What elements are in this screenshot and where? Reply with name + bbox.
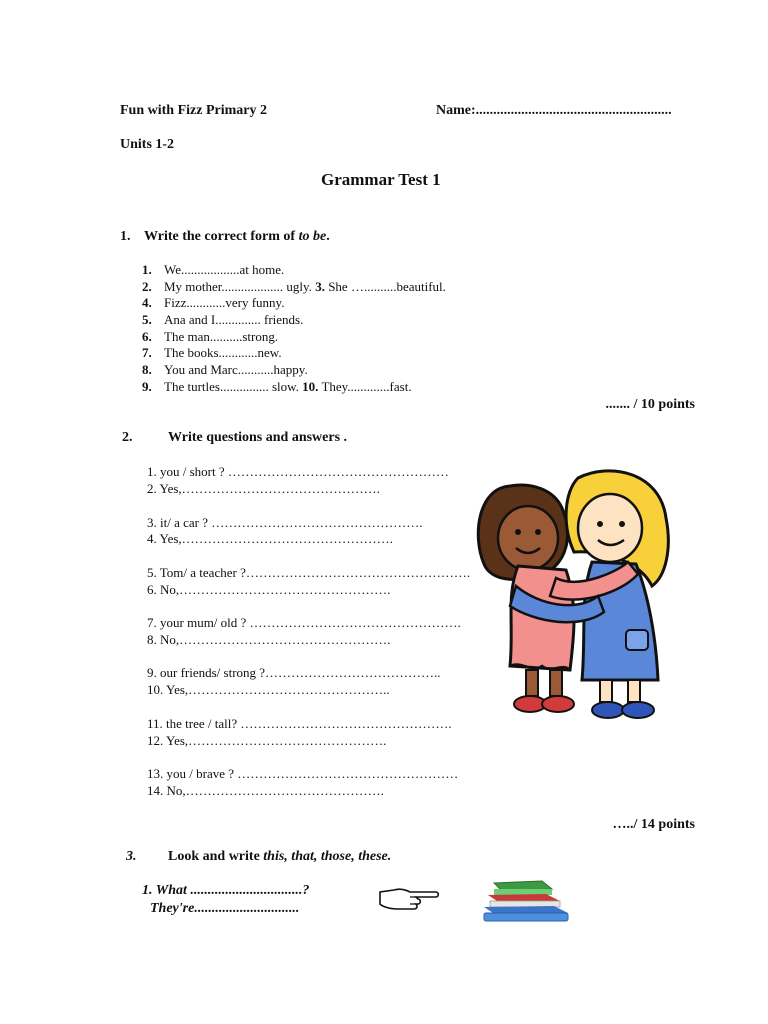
section1-instruction: Write the correct form of — [144, 229, 296, 244]
s2-item: 11. the tree / tall? …………………………………………. — [147, 716, 452, 731]
s2-item: 7. your mum/ old ? …………………………………………. — [147, 615, 461, 630]
s2-item: 9. our friends/ strong ?………………………………….. — [147, 665, 441, 680]
s1-item — [142, 379, 412, 395]
s1-text: We..................at home. — [164, 262, 285, 277]
s1-num: 1. — [142, 262, 152, 277]
s1-item — [142, 312, 303, 328]
s2-item: 10. Yes,……………………………………….. — [147, 682, 390, 697]
s1-text: My mother................... ugly. — [164, 279, 312, 294]
books-stack-icon — [480, 879, 570, 925]
s2-item: 3. it/ a car ? …………………………………………. — [147, 515, 423, 530]
section3-question: 1. What ................................? — [142, 883, 310, 898]
s2-item: 8. No,…………………………………………. — [147, 632, 391, 647]
s2-item: 14. No,………………………………………. — [147, 783, 384, 798]
s1-num2: 10. — [302, 379, 319, 394]
name-dots: ........................................................ — [475, 103, 672, 118]
s1-text: The books............new. — [164, 345, 282, 360]
s1-text: Ana and I.............. friends. — [164, 312, 304, 327]
s1-num: 6. — [142, 329, 152, 344]
s1-item — [142, 279, 446, 295]
s2-item: 12. Yes,………………………………………. — [147, 733, 387, 748]
s1-num2: 3. — [315, 279, 325, 294]
section1-points: ....... / 10 points — [605, 397, 695, 412]
section1-heading — [120, 229, 330, 245]
s2-item: 13. you / brave ? …………………………………………… — [147, 766, 459, 781]
section3-number: 3. — [126, 849, 137, 864]
s1-item — [142, 345, 282, 361]
s1-item — [142, 295, 284, 311]
s1-item — [142, 362, 308, 378]
section1-instruction-end: . — [326, 229, 330, 244]
s1-text: The man..........strong. — [164, 329, 279, 344]
s1-num: 7. — [142, 345, 152, 360]
s2-item: 4. Yes,…………………………………………. — [147, 531, 393, 546]
s1-num: 5. — [142, 312, 152, 327]
section2-heading — [122, 430, 347, 446]
s1-text2: They.............fast. — [321, 379, 412, 394]
section2-points: …../ 14 points — [612, 817, 695, 832]
s1-item — [142, 329, 278, 345]
s2-item: 5. Tom/ a teacher ?……………………………………………. — [147, 565, 471, 580]
hugging-girls-illustration — [470, 466, 676, 722]
s1-item — [142, 262, 284, 278]
s1-num: 9. — [142, 379, 152, 394]
section3-instruction-em: this, that, those, these. — [263, 849, 392, 864]
section2-instruction: Write questions and answers . — [168, 430, 348, 445]
s2-item: 1. you / short ? …………………………………………… — [147, 464, 449, 479]
s1-num: 2. — [142, 279, 152, 294]
s1-num: 4. — [142, 295, 152, 310]
section3-instruction: Look and write — [168, 849, 260, 864]
section3-answer: They're.............................. — [150, 901, 300, 916]
s1-text: Fizz............very funny. — [164, 295, 285, 310]
name-label: Name: — [436, 103, 476, 118]
s1-text2: She …..........beautiful. — [328, 279, 446, 294]
section2-number: 2. — [122, 430, 133, 445]
s2-item: 2. Yes,………………………………………. — [147, 481, 380, 496]
units-label: Units 1-2 — [120, 137, 175, 152]
s1-text: You and Marc...........happy. — [164, 362, 308, 377]
s1-text: The turtles............... slow. — [164, 379, 299, 394]
section1-instruction-em: to be — [298, 229, 327, 244]
pointing-hand-icon — [376, 884, 440, 914]
page-title: Grammar Test 1 — [321, 170, 441, 189]
s1-num: 8. — [142, 362, 152, 377]
book-title: Fun with Fizz Primary 2 — [120, 103, 267, 118]
name-field — [436, 103, 672, 119]
s2-item: 6. No,…………………………………………. — [147, 582, 391, 597]
section1-number: 1. — [120, 229, 131, 244]
section3-heading — [126, 849, 391, 865]
